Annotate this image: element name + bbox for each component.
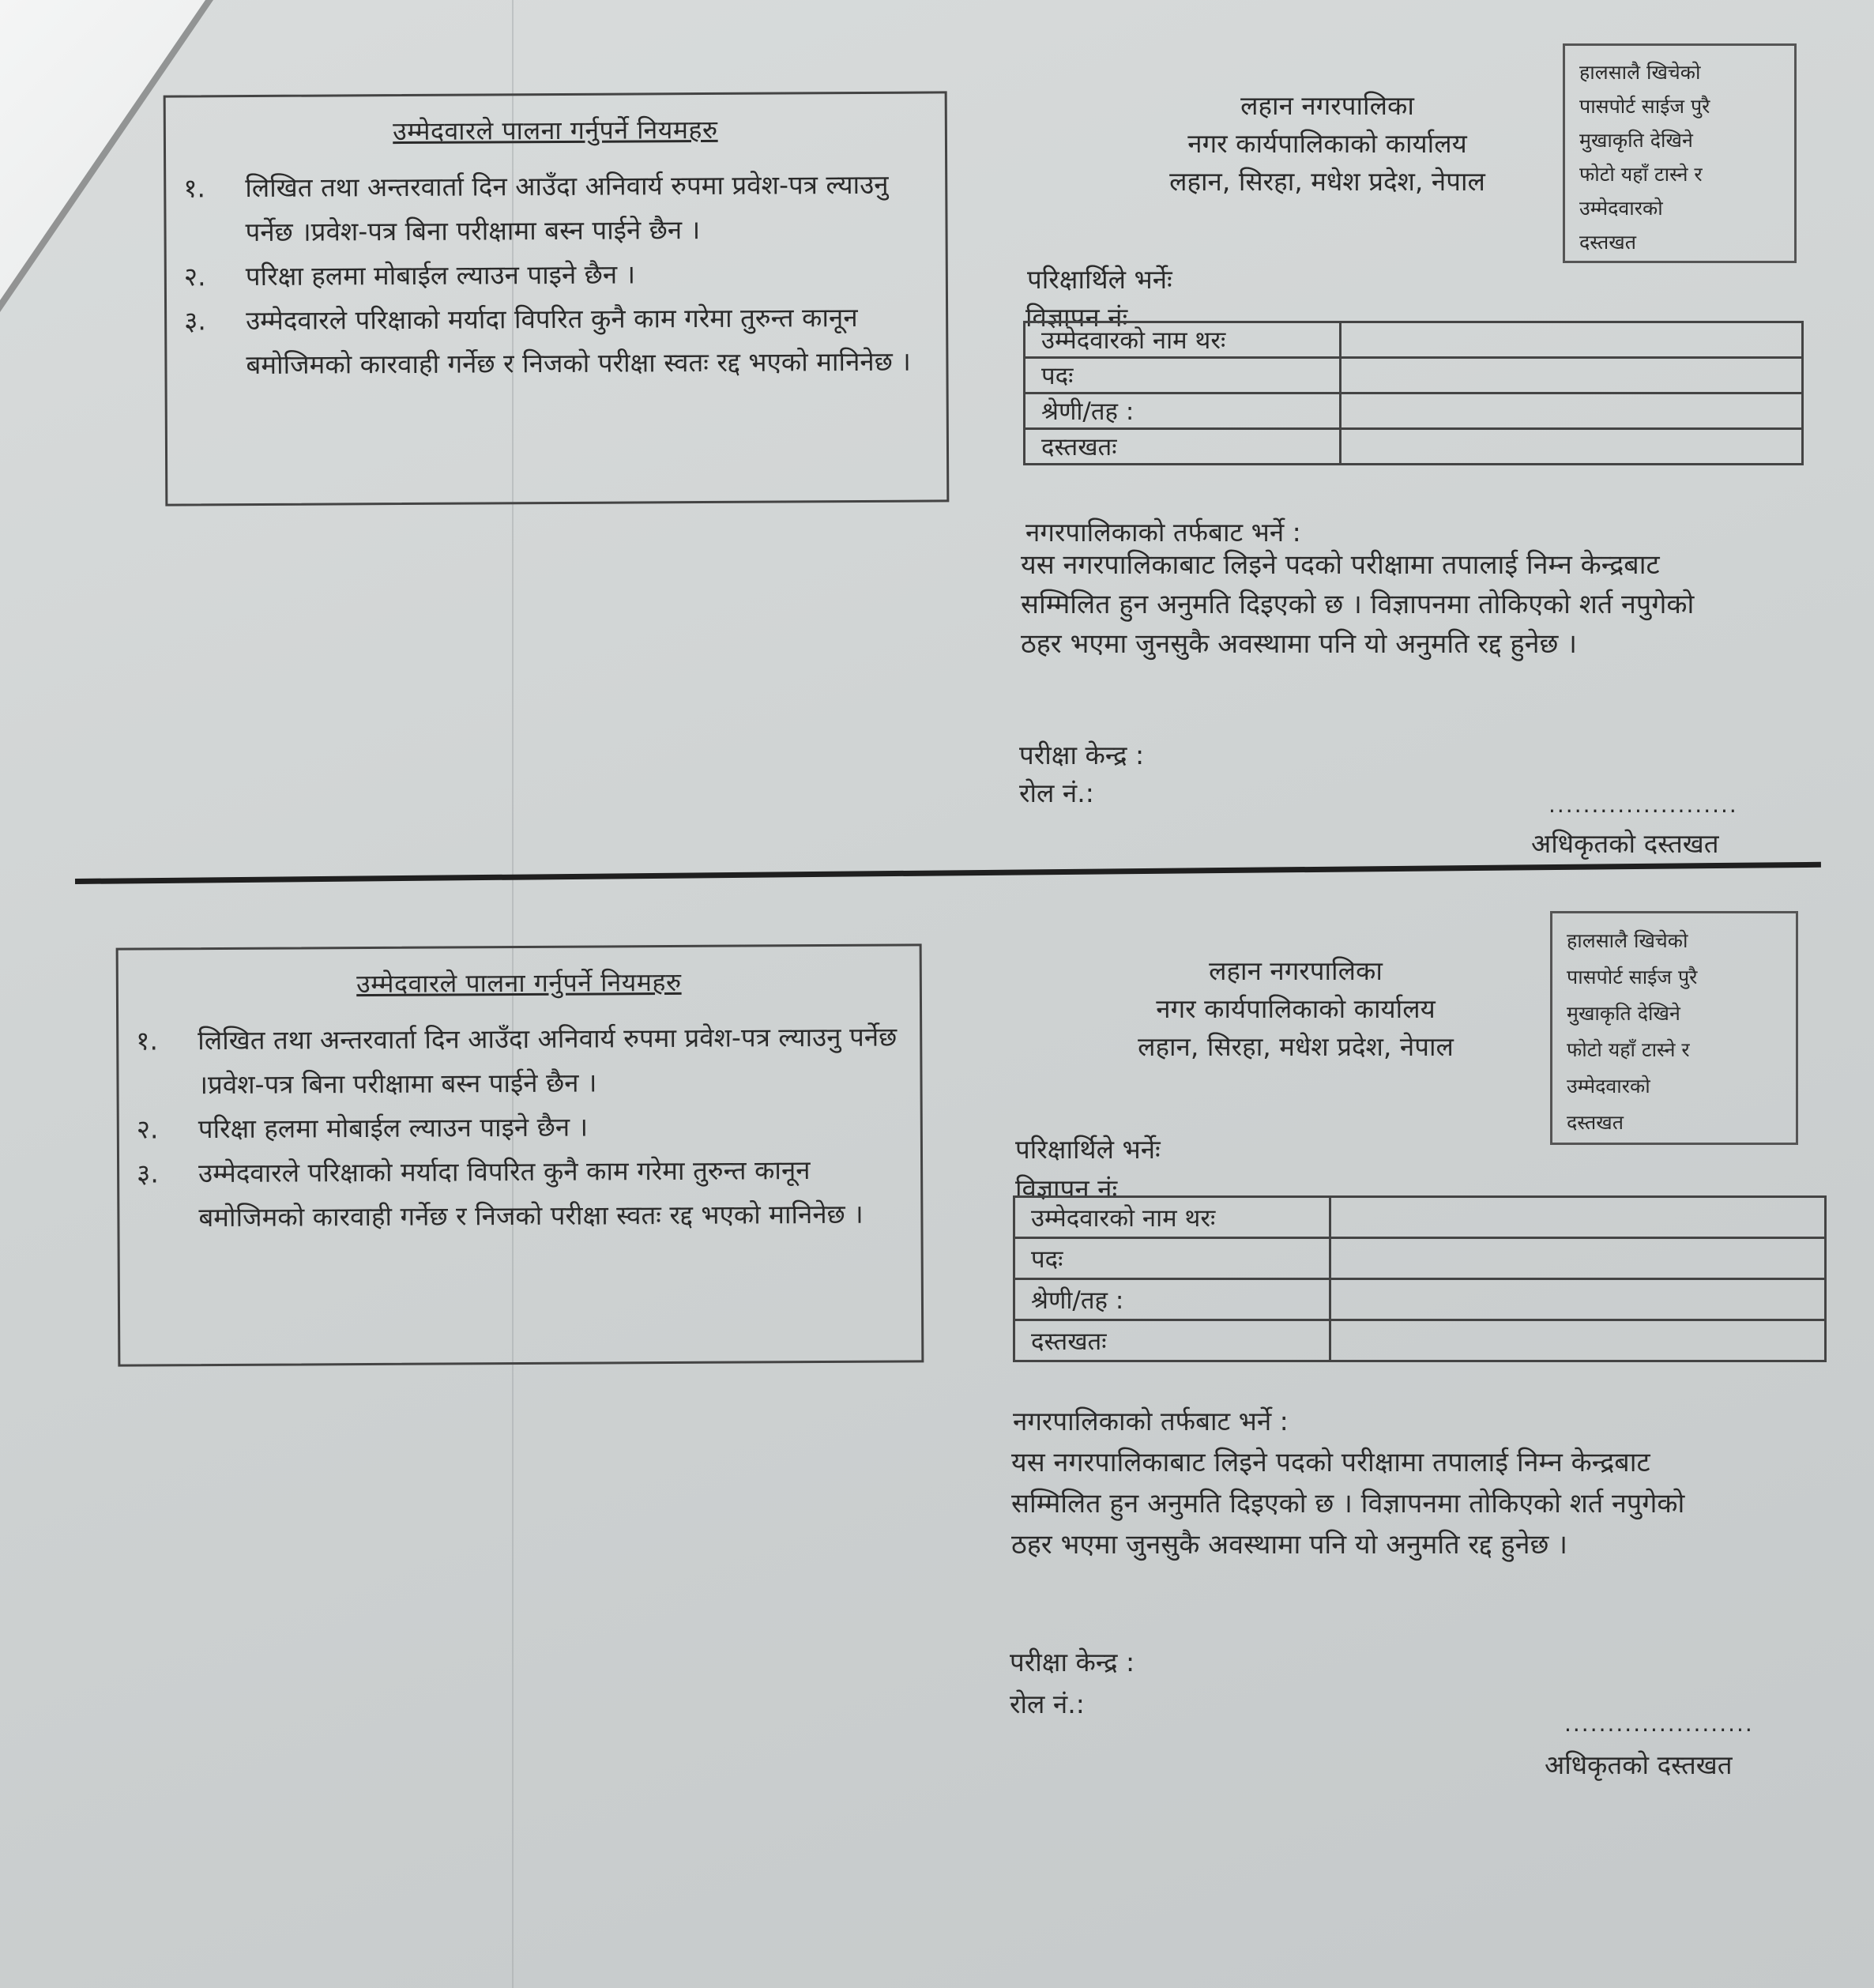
- rules-title: उम्मेदवारले पालना गर्नुपर्ने नियमहरु: [393, 114, 718, 147]
- table-row: [1014, 1238, 1826, 1279]
- roll-number-label: रोल नं.:: [1010, 1689, 1085, 1719]
- field-value-level[interactable]: [1330, 1279, 1826, 1320]
- rule-item: [183, 163, 928, 255]
- table-row: [1025, 393, 1803, 429]
- office-header: [1074, 952, 1517, 1066]
- photo-instruction-line: मुखाकृति देखिने: [1579, 129, 1693, 152]
- office-address: लहान, सिरहा, मधेश प्रदेश, नेपाल: [1169, 166, 1485, 197]
- rule-text: उम्मेदवारले परिक्षाको मर्यादा विपरित कुनै काम गरेमा तुरुन्त कानून बमोजिमको कारवाही गर्नेछ र निजको परीक्षा स्वतः रद्द भएको मानिनेछ ।: [198, 1154, 864, 1233]
- candidate-fill-heading: परिक्षार्थिले भर्नेः: [1015, 1134, 1161, 1165]
- rule-text: उम्मेदवारले परिक्षाको मर्यादा विपरित कुनै काम गरेमा तुरुन्त कानून बमोजिमको कारवाही गर्नेछ र निजको परीक्षा स्वतः रद्द भएको मानिनेछ ।: [246, 302, 911, 381]
- photo-instruction-line: पासपोर्ट साईज पुरै: [1567, 966, 1698, 988]
- rules-title: उम्मेदवारले पालना गर्नुपर्ने नियमहरु: [356, 966, 682, 1000]
- photo-instruction-line: दस्तखत: [1579, 231, 1636, 254]
- photo-instruction-line: दस्तखत: [1567, 1111, 1624, 1134]
- rule-number: २.: [183, 261, 206, 292]
- rule-number: १.: [136, 1025, 158, 1056]
- field-value-name[interactable]: [1341, 322, 1803, 358]
- rule-item: [184, 251, 928, 299]
- office-name: लहान नगरपालिका: [1209, 955, 1383, 986]
- roll-number-label: रोल नं.:: [1019, 778, 1094, 808]
- signature-line: ......................: [1548, 792, 1738, 818]
- exam-center-label: परीक्षा केन्द्र :: [1010, 1647, 1135, 1677]
- field-label-name: उम्मेदवारको नाम थरः: [1025, 322, 1341, 358]
- municipality-permission-text: यस नगरपालिकाबाट लिइने पदको परीक्षामा तपालाई निम्न केन्द्रबाट सम्मिलित हुन अनुमति दिइएको छ । विज्ञापनमा तोकिएको शर्त नपुगेको ठहर भएमा जुनसुकै अवस्थामा पनि यो अनुमति रद्द हुनेछ ।: [1021, 549, 1695, 660]
- field-label-signature: दस्तखतः: [1014, 1320, 1330, 1361]
- vacancy-number-label: विज्ञापन नंः: [1015, 1173, 1118, 1204]
- rule-text: लिखित तथा अन्तरवार्ता दिन आउँदा अनिवार्य रुपमा प्रवेश-पत्र ल्याउनु पर्नेछ ।प्रवेश-पत्र बिना परीक्षामा बस्न पाईने छैन ।: [245, 168, 889, 248]
- rule-number: ३.: [137, 1158, 159, 1189]
- authority-signature-label: अधिकृतको दस्तखत: [1545, 1749, 1733, 1780]
- rule-item: [137, 1103, 903, 1151]
- table-row: [1025, 322, 1803, 358]
- municipality-heading: नगरपालिकाको तर्फबाट भर्ने :: [1013, 1406, 1289, 1436]
- vacancy-number-label: विज्ञापन नंः: [1025, 302, 1128, 333]
- rule-item: [184, 296, 929, 388]
- field-label-post: पदः: [1025, 358, 1341, 393]
- field-label-name: उम्मेदवारको नाम थरः: [1014, 1197, 1330, 1238]
- candidate-details-table: [1013, 1195, 1827, 1362]
- table-row: [1025, 429, 1803, 465]
- field-value-post[interactable]: [1341, 358, 1803, 393]
- rules-box: [164, 91, 950, 506]
- photo-instruction-line: उम्मेदवारको: [1567, 1075, 1650, 1098]
- photo-instruction-line: मुखाकृति देखिने: [1567, 1002, 1680, 1025]
- field-value-signature[interactable]: [1341, 429, 1803, 465]
- rule-number: १.: [183, 172, 206, 204]
- field-label-post: पदः: [1014, 1238, 1330, 1279]
- office-unit: नगर कार्यपालिकाको कार्यालय: [1156, 993, 1436, 1024]
- field-value-post[interactable]: [1330, 1238, 1826, 1279]
- exam-center-label: परीक्षा केन्द्र :: [1019, 740, 1145, 770]
- photo-instruction-line: पासपोर्ट साईज पुरै: [1579, 95, 1710, 118]
- photo-instruction-line: उम्मेदवारको: [1579, 197, 1663, 220]
- office-unit: नगर कार्यपालिकाको कार्यालय: [1187, 128, 1467, 159]
- field-label-level: श्रेणी/तह :: [1025, 393, 1341, 429]
- field-label-level: श्रेणी/तह :: [1014, 1279, 1330, 1320]
- rule-text: लिखित तथा अन्तरवार्ता दिन आउँदा अनिवार्य रुपमा प्रवेश-पत्र ल्याउनु पर्नेछ ।प्रवेश-पत्र बिना परीक्षामा बस्न पाईने छैन ।: [198, 1021, 897, 1101]
- rule-item: [136, 1015, 903, 1107]
- photo-instruction-line: फोटो यहाँ टास्ने र: [1579, 163, 1703, 186]
- rule-number: ३.: [184, 305, 206, 337]
- signature-line: ......................: [1564, 1711, 1754, 1737]
- table-row: [1014, 1279, 1826, 1320]
- candidate-details-table: [1023, 321, 1804, 465]
- admit-card-top: [0, 0, 1874, 909]
- authority-signature-label: अधिकृतको दस्तखत: [1531, 828, 1719, 859]
- table-row: [1025, 358, 1803, 393]
- admit-card-bottom: [0, 897, 1874, 1805]
- rule-number: २.: [136, 1113, 159, 1145]
- municipality-permission-text: यस नगरपालिकाबाट लिइने पदको परीक्षामा तपालाई निम्न केन्द्रबाट सम्मिलित हुन अनुमति दिइएको छ । विज्ञापनमा तोकिएको शर्त नपुगेको ठहर भएमा जुनसुकै अवस्थामा पनि यो अनुमति रद्द हुनेछ ।: [1011, 1447, 1685, 1561]
- field-value-signature[interactable]: [1330, 1320, 1826, 1361]
- table-row: [1014, 1320, 1826, 1361]
- rules-box: [116, 943, 924, 1366]
- table-row: [1014, 1197, 1826, 1238]
- rule-text: परिक्षा हलमा मोबाईल ल्याउन पाइने छैन ।: [198, 1111, 589, 1145]
- municipality-heading: नगरपालिकाको तर्फबाट भर्ने :: [1025, 517, 1301, 548]
- rule-text: परिक्षा हलमा मोबाईल ल्याउन पाइने छैन ।: [245, 258, 636, 292]
- candidate-fill-heading: परिक्षार्थिले भर्नेः: [1027, 264, 1172, 295]
- office-address: लहान, सिरहा, मधेश प्रदेश, नेपाल: [1138, 1031, 1454, 1062]
- office-name: लहान नगरपालिका: [1240, 90, 1414, 121]
- photo-instruction-line: फोटो यहाँ टास्ने र: [1567, 1038, 1690, 1061]
- photo-box: [1563, 43, 1797, 263]
- photo-instruction-line: हालसालै खिचेको: [1579, 61, 1701, 84]
- field-value-level[interactable]: [1341, 393, 1803, 429]
- field-label-signature: दस्तखतः: [1025, 429, 1341, 465]
- photo-box: [1550, 911, 1798, 1145]
- rule-item: [137, 1147, 904, 1240]
- office-header: [1106, 87, 1548, 201]
- field-value-name[interactable]: [1330, 1197, 1826, 1238]
- photo-instruction-line: हालसालै खिचेको: [1567, 929, 1688, 952]
